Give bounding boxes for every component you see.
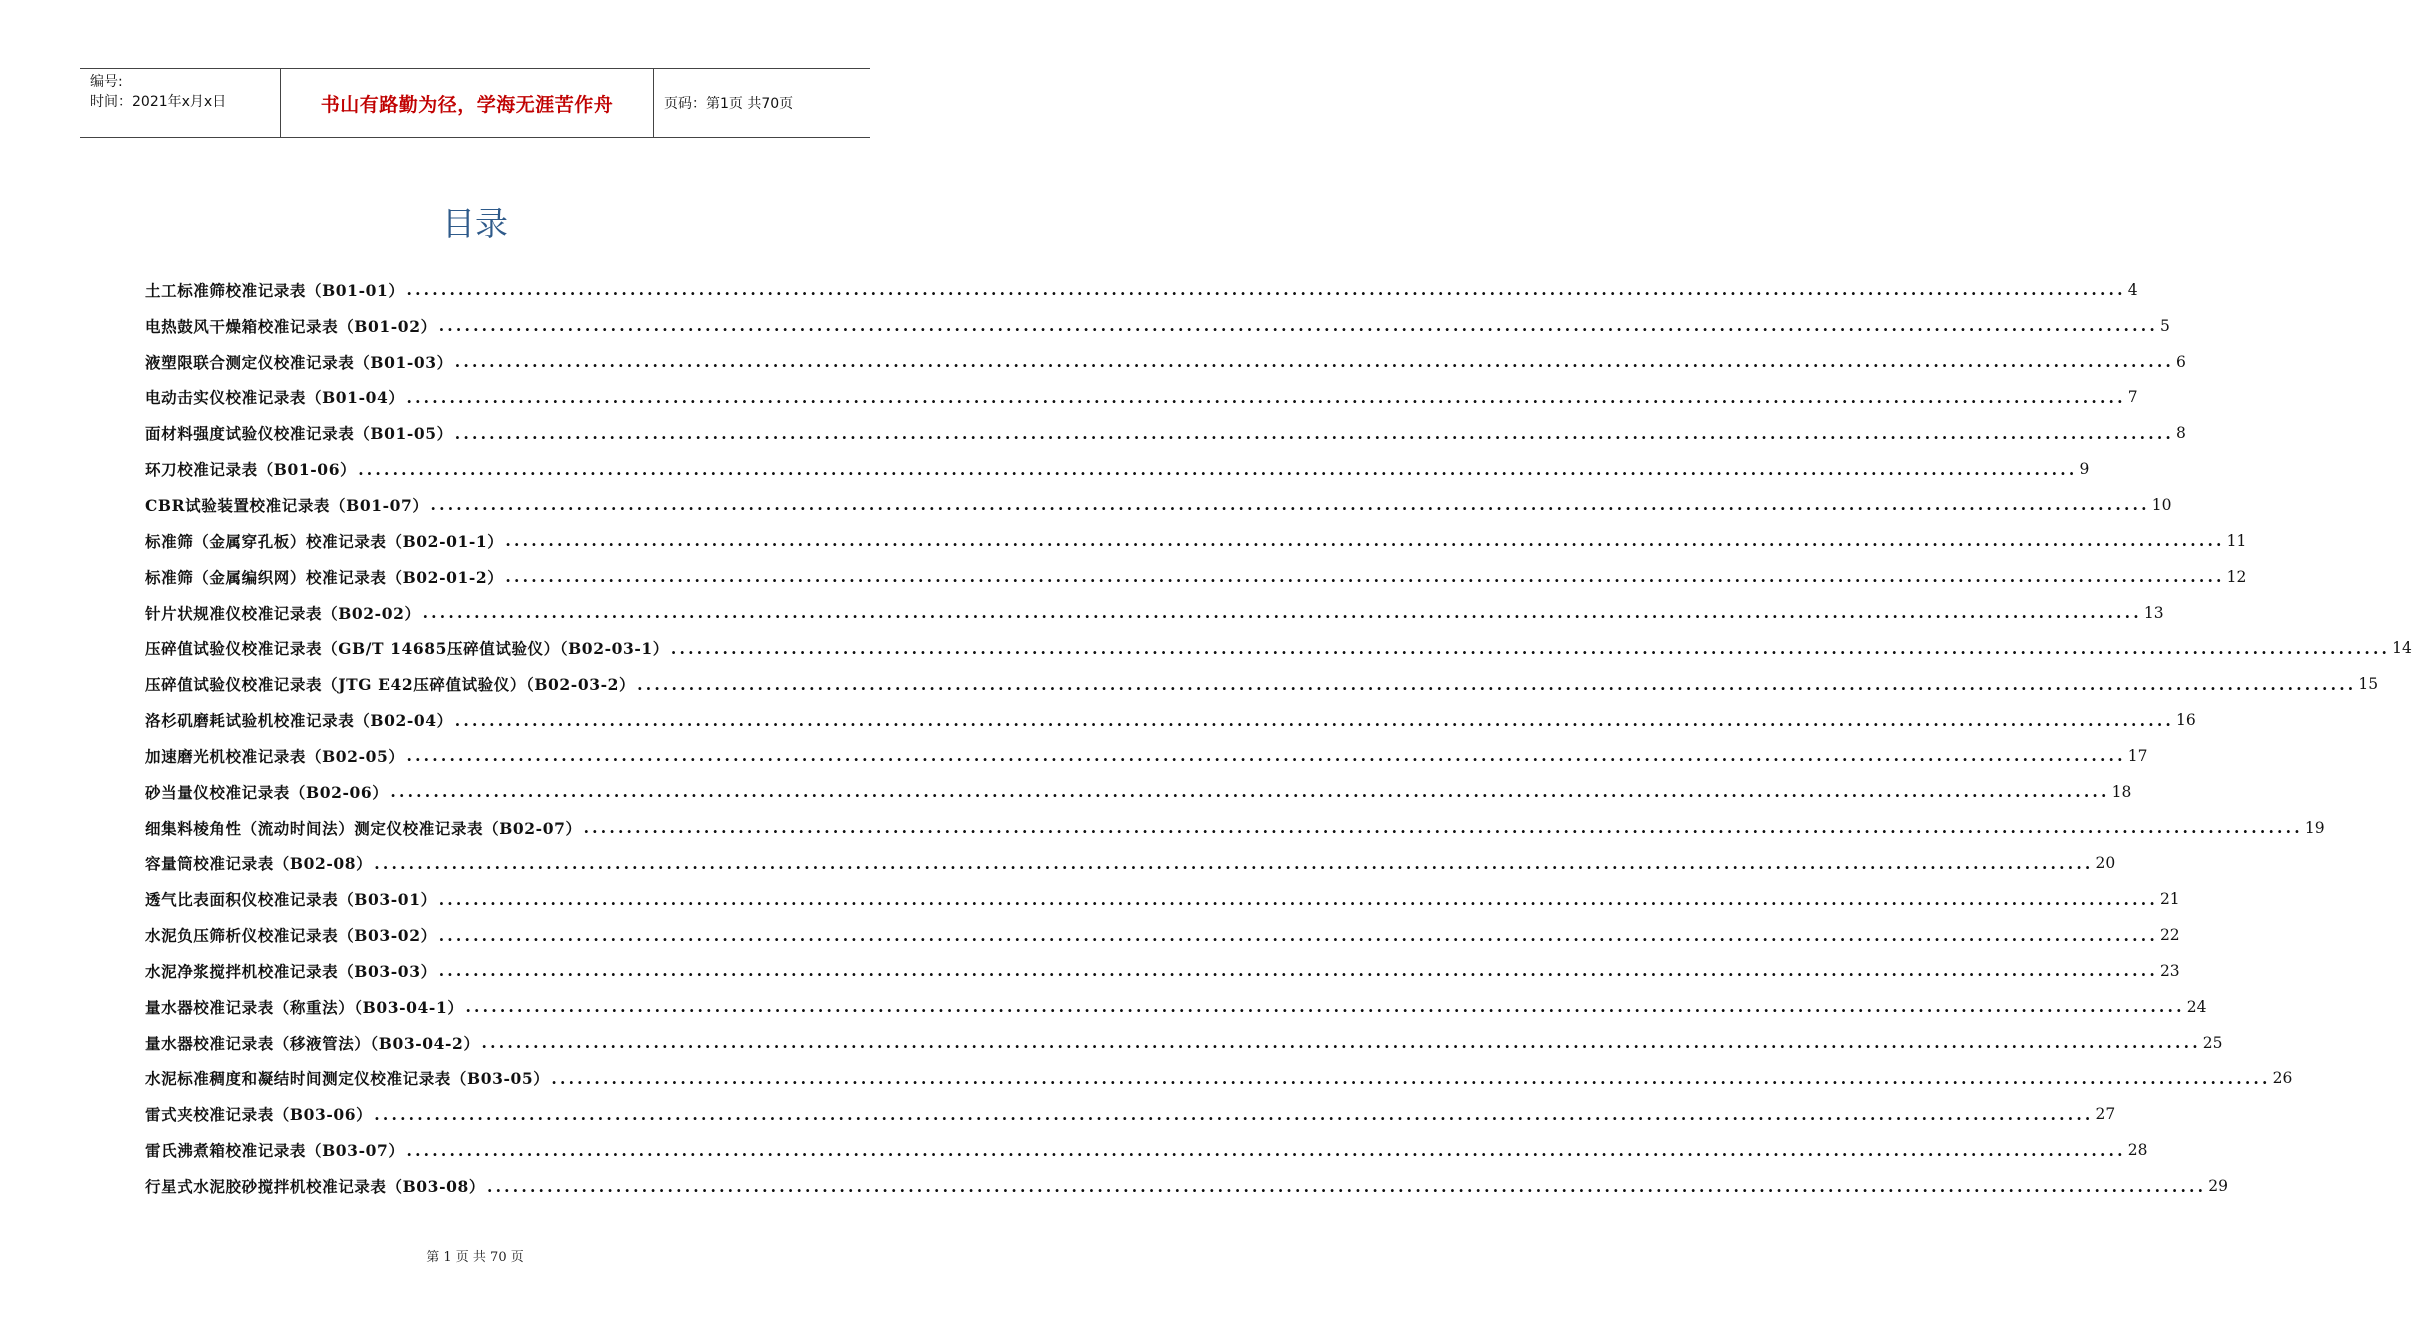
toc-entry-page: 14 bbox=[2392, 639, 2412, 658]
toc-leader-dots: ........................................................................................................................................................................................................ bbox=[374, 1104, 2094, 1124]
page-title: 目录 bbox=[442, 204, 508, 243]
toc-entry[interactable] bbox=[145, 702, 2196, 738]
toc-leader-dots: ........................................................................................................................................................................................................ bbox=[390, 782, 2110, 802]
toc-leader-dots: ........................................................................................................................................................................................................ bbox=[583, 818, 2303, 838]
toc-entry-label: 量水器校准记录表（移液管法）（B03-04-2） bbox=[145, 1033, 480, 1053]
toc-entry-page: 25 bbox=[2202, 1033, 2223, 1052]
toc-entry-page: 21 bbox=[2159, 890, 2180, 909]
toc-entry-label: 雷氏沸煮箱校准记录表（B03-07） bbox=[145, 1141, 405, 1161]
toc-leader-dots: ........................................................................................................................................................................................................ bbox=[422, 603, 2142, 623]
toc-entry-page: 15 bbox=[2358, 675, 2379, 694]
toc-entry[interactable] bbox=[145, 917, 2180, 953]
toc-entry-label: 电动击实仪校准记录表（B01-04） bbox=[145, 388, 405, 408]
toc-entry-page: 9 bbox=[2079, 460, 2090, 479]
toc-entry-label: 土工标准筛校准记录表（B01-01） bbox=[145, 280, 405, 300]
toc-entry-page: 28 bbox=[2127, 1141, 2148, 1160]
toc-entry-label: 行星式水泥胶砂搅拌机校准记录表（B03-08） bbox=[145, 1177, 485, 1197]
toc-entry-label: 细集料棱角性（流动时间法）测定仪校准记录表（B02-07） bbox=[145, 818, 582, 838]
toc-entry[interactable] bbox=[145, 953, 2180, 989]
toc-leader-dots: ........................................................................................................................................................................................................ bbox=[406, 387, 2126, 407]
toc-entry-page: 24 bbox=[2186, 997, 2207, 1016]
toc-entry-page: 22 bbox=[2159, 926, 2180, 945]
toc-leader-dots: ........................................................................................................................................................................................................ bbox=[637, 674, 2357, 694]
toc-entry[interactable] bbox=[145, 1168, 2228, 1204]
toc-entry-page: 8 bbox=[2176, 424, 2186, 443]
toc-entry-label: 面材料强度试验仪校准记录表（B01-05） bbox=[145, 424, 453, 444]
toc-leader-dots: ........................................................................................................................................................................................................ bbox=[505, 567, 2225, 587]
toc-leader-dots: ........................................................................................................................................................................................................ bbox=[406, 746, 2126, 766]
toc-entry-page: 10 bbox=[2151, 495, 2172, 514]
toc-entry[interactable] bbox=[145, 738, 2148, 774]
toc-entry-page: 11 bbox=[2226, 531, 2247, 550]
toc-entry-page: 18 bbox=[2111, 782, 2132, 801]
toc-leader-dots: ........................................................................................................................................................................................................ bbox=[406, 280, 2126, 300]
toc-entry-page: 12 bbox=[2226, 567, 2247, 586]
toc-entry-page: 20 bbox=[2095, 854, 2116, 873]
toc-leader-dots: ........................................................................................................................................................................................................ bbox=[374, 853, 2094, 873]
header-meta bbox=[80, 69, 281, 137]
toc-entry[interactable] bbox=[145, 272, 2138, 308]
toc-entry-label: 标准筛（金属编织网）校准记录表（B02-01-2） bbox=[145, 567, 504, 587]
header-table bbox=[80, 68, 870, 138]
toc-entry[interactable] bbox=[145, 487, 2172, 523]
toc-entry-label: 透气比表面积仪校准记录表（B03-01） bbox=[145, 890, 437, 910]
toc-leader-dots: ........................................................................................................................................................................................................ bbox=[486, 1176, 2207, 1196]
toc-leader-dots: ........................................................................................................................................................................................................ bbox=[438, 925, 2158, 945]
toc-leader-dots: ........................................................................................................................................................................................................ bbox=[551, 1068, 2271, 1088]
toc-entry[interactable] bbox=[145, 989, 2207, 1025]
toc-entry-label: 洛杉矶磨耗试验机校准记录表（B02-04） bbox=[145, 711, 453, 731]
toc-entry[interactable] bbox=[145, 846, 2116, 882]
toc-entry[interactable] bbox=[145, 1132, 2148, 1168]
toc-entry-label: 电热鼓风干燥箱校准记录表（B01-02） bbox=[145, 316, 437, 336]
toc-entry-page: 29 bbox=[2208, 1177, 2228, 1196]
toc-leader-dots: ........................................................................................................................................................................................................ bbox=[454, 710, 2175, 730]
toc-entry[interactable] bbox=[145, 308, 2170, 344]
toc-entry-page: 19 bbox=[2304, 818, 2325, 837]
number-label: 编号: bbox=[90, 74, 123, 90]
toc-entry-page: 17 bbox=[2127, 746, 2148, 765]
toc-entry[interactable] bbox=[145, 559, 2247, 595]
toc-entry[interactable] bbox=[145, 1061, 2293, 1097]
toc-entry[interactable] bbox=[145, 810, 2325, 846]
toc-leader-dots: ........................................................................................................................................................................................................ bbox=[406, 1140, 2126, 1160]
toc-entry-page: 6 bbox=[2176, 352, 2186, 371]
toc-entry-label: 压碎值试验仪校准记录表（JTG E42压碎值试验仪）（B02-03-2） bbox=[145, 675, 636, 695]
toc-entry-page: 4 bbox=[2127, 280, 2138, 299]
toc-entry[interactable] bbox=[145, 666, 2379, 702]
toc-entry-label: CBR试验装置校准记录表（B01-07） bbox=[145, 495, 429, 515]
toc-leader-dots: ........................................................................................................................................................................................................ bbox=[438, 316, 2158, 336]
toc-entry[interactable] bbox=[145, 451, 2090, 487]
toc-entry[interactable] bbox=[145, 774, 2132, 810]
toc-entry-label: 水泥净浆搅拌机校准记录表（B03-03） bbox=[145, 961, 437, 981]
toc-entry-label: 环刀校准记录表（B01-06） bbox=[145, 460, 357, 480]
toc-entry-label: 砂当量仪校准记录表（B02-06） bbox=[145, 782, 389, 802]
table-of-contents bbox=[145, 272, 2412, 1204]
toc-entry-label: 压碎值试验仪校准记录表（GB/T 14685压碎值试验仪）（B02-03-1） bbox=[145, 639, 669, 659]
toc-entry[interactable] bbox=[145, 415, 2186, 451]
page-footer: 第 1 页 共 70 页 bbox=[426, 1250, 524, 1265]
toc-leader-dots: ........................................................................................................................................................................................................ bbox=[465, 997, 2185, 1017]
header-page-info: 页码：第1页 共70页 bbox=[664, 96, 794, 112]
toc-entry-page: 7 bbox=[2127, 388, 2138, 407]
toc-entry-page: 26 bbox=[2272, 1069, 2293, 1088]
toc-entry-label: 水泥负压筛析仪校准记录表（B03-02） bbox=[145, 926, 437, 946]
toc-entry[interactable] bbox=[145, 630, 2412, 666]
toc-entry-label: 液塑限联合测定仪校准记录表（B01-03） bbox=[145, 352, 453, 372]
toc-entry-label: 标准筛（金属穿孔板）校准记录表（B02-01-1） bbox=[145, 531, 504, 551]
toc-entry-label: 针片状规准仪校准记录表（B02-02） bbox=[145, 603, 421, 623]
toc-leader-dots: ........................................................................................................................................................................................................ bbox=[670, 638, 2391, 658]
toc-entry[interactable] bbox=[145, 881, 2180, 917]
toc-leader-dots: ........................................................................................................................................................................................................ bbox=[454, 423, 2175, 443]
toc-entry-label: 容量筒校准记录表（B02-08） bbox=[145, 854, 373, 874]
toc-leader-dots: ........................................................................................................................................................................................................ bbox=[481, 1033, 2201, 1053]
toc-entry-page: 23 bbox=[2159, 961, 2180, 980]
toc-entry-page: 27 bbox=[2095, 1105, 2116, 1124]
toc-entry-page: 5 bbox=[2159, 316, 2170, 335]
toc-entry-page: 16 bbox=[2176, 711, 2196, 730]
toc-leader-dots: ........................................................................................................................................................................................................ bbox=[438, 961, 2158, 981]
toc-leader-dots: ........................................................................................................................................................................................................ bbox=[438, 889, 2158, 909]
toc-entry[interactable] bbox=[145, 1096, 2116, 1132]
toc-entry-label: 雷式夹校准记录表（B03-06） bbox=[145, 1105, 373, 1125]
toc-leader-dots: ........................................................................................................................................................................................................ bbox=[358, 459, 2078, 479]
toc-entry[interactable] bbox=[145, 523, 2247, 559]
toc-entry-label: 水泥标准稠度和凝结时间测定仪校准记录表（B03-05） bbox=[145, 1069, 550, 1089]
toc-entry[interactable] bbox=[145, 595, 2164, 631]
time-label: 时间：2021年x月x日 bbox=[90, 94, 227, 110]
toc-entry[interactable] bbox=[145, 380, 2138, 416]
toc-entry[interactable] bbox=[145, 1025, 2223, 1061]
toc-leader-dots: ........................................................................................................................................................................................................ bbox=[505, 531, 2225, 551]
toc-leader-dots: ........................................................................................................................................................................................................ bbox=[430, 495, 2150, 515]
toc-entry-page: 13 bbox=[2143, 603, 2164, 622]
toc-entry[interactable] bbox=[145, 344, 2186, 380]
header-motto: 书山有路勤为径，学海无涯苦作舟 bbox=[281, 69, 654, 137]
toc-leader-dots: ........................................................................................................................................................................................................ bbox=[454, 352, 2175, 372]
toc-entry-label: 加速磨光机校准记录表（B02-05） bbox=[145, 746, 405, 766]
toc-entry-label: 量水器校准记录表（称重法）（B03-04-1） bbox=[145, 997, 464, 1017]
